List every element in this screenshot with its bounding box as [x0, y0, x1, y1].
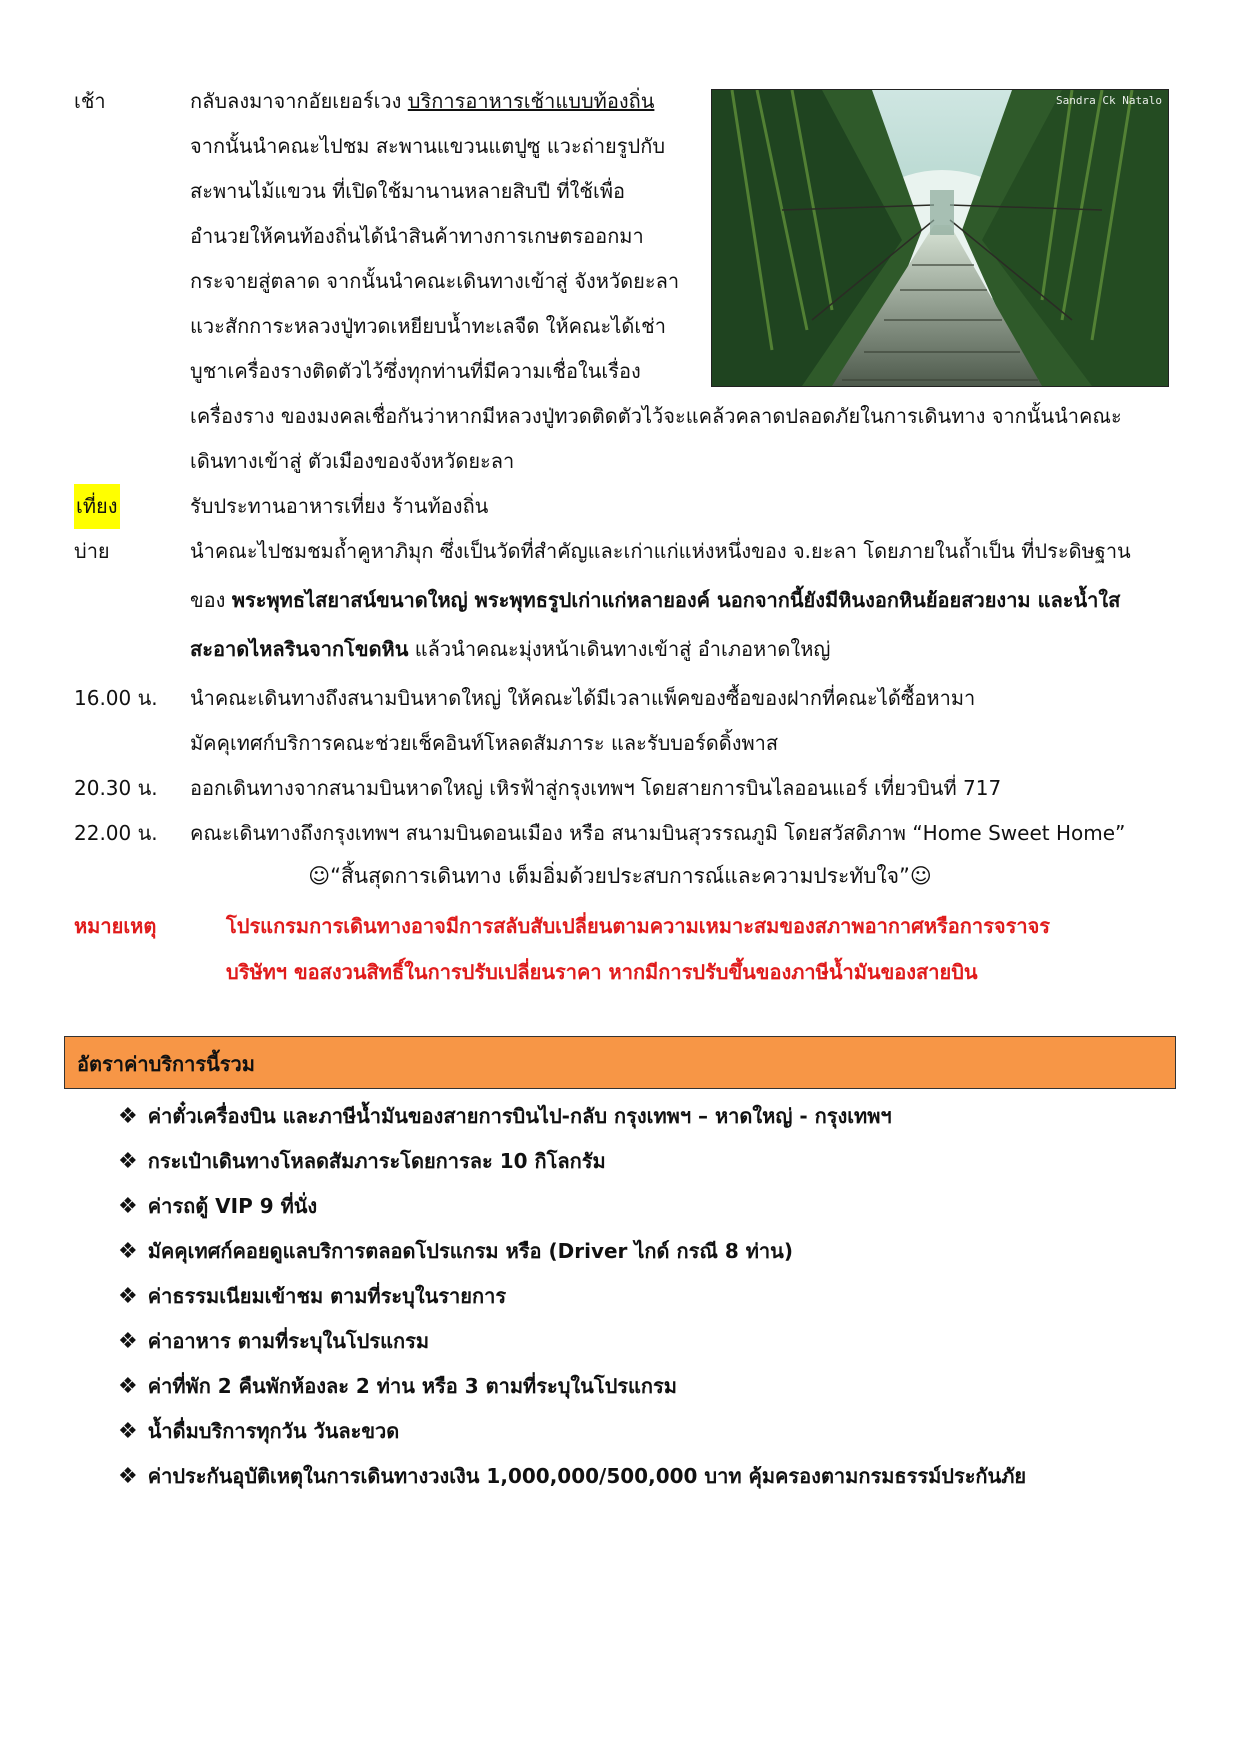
note-line-1: โปรแกรมการเดินทางอาจมีการสลับสับเปลี่ยนตามความเหมาะสมของสภาพอากาศหรือการจราจร [226, 914, 1051, 938]
bridge-illustration [712, 90, 1168, 386]
included-item-text: ค่าประกันอุบัติเหตุในการเดินทางวงเงิน 1,000,000/500,000 บาท คุ้มครองตามกรมธรรม์ประกันภัย [147, 1464, 1027, 1488]
morning-line-4: อำนวยให้คนท้องถิ่นได้นำสินค้าทางการเกษตรออกมา [190, 224, 644, 248]
included-item [118, 1411, 399, 1452]
t1600-line-2: มัคคุเทศก์บริการคณะช่วยเช็คอินท์โหลดสัมภาระ และรับบอร์ดดิ้งพาส [190, 731, 779, 755]
included-item-text: ค่าอาหาร ตามที่ระบุในโปรแกรม [147, 1329, 430, 1353]
included-item [118, 1276, 506, 1317]
t1600-line-1: นำคณะเดินทางถึงสนามบินหาดใหญ่ ให้คณะได้มีเวลาแพ็คของซื้อของฝากที่คณะได้ซื้อหามา [190, 686, 976, 710]
lunch-text: รับประทานอาหารเที่ยง ร้านท้องถิ่น [190, 494, 489, 518]
diamond-bullet-icon: ❖ [118, 1149, 138, 1174]
morning-line-7: บูชาเครื่องรางติดตัวไว้ซึ่งทุกท่านที่มีความเชื่อในเรื่อง [190, 359, 641, 383]
photo-watermark: Sandra Ck Natalo [1056, 94, 1162, 107]
suspension-bridge-photo [711, 89, 1169, 387]
morning-line-9: เดินทางเข้าสู่ ตัวเมืองของจังหวัดยะลา [190, 449, 515, 473]
diamond-bullet-icon: ❖ [118, 1419, 138, 1444]
afternoon-line-1: นำคณะไปชมชมถ้ำคูหาภิมุก ซึ่งเป็นวัดที่สำคัญและเก่าแก่แห่งหนึ่งของ จ.ยะลา โดยภายในถ้ำเป็น ที่ประดิษฐาน [190, 539, 1131, 563]
included-item-text: กระเป๋าเดินทางโหลดสัมภาระโดยการละ 10 กิโลกรัม [147, 1149, 606, 1173]
included-item [118, 1321, 429, 1362]
included-item-text: น้ำดื่มบริการทุกวัน วันละขวด [147, 1419, 400, 1443]
morning-time: เช้า [74, 89, 106, 113]
included-item [118, 1456, 1026, 1497]
t2200-text: คณะเดินทางถึงกรุงเทพฯ สนามบินดอนเมือง หรือ สนามบินสุวรรณภูมิ โดยสวัสดิภาพ “Home Sweet Home” [190, 821, 1126, 845]
morning-line-1 [190, 79, 654, 124]
morning-line-3: สะพานไม้แขวน ที่เปิดใช้มานานหลายสิบปี ที่ใช้เพื่อ [190, 179, 626, 203]
note-line-2: บริษัทฯ ขอสงวนสิทธิ์ในการปรับเปลี่ยนราคา หากมีการปรับขึ้นของภาษีน้ำมันของสายบิน [226, 960, 978, 984]
t2030-time: 20.30 น. [74, 776, 158, 800]
diamond-bullet-icon: ❖ [118, 1104, 138, 1129]
included-item [118, 1141, 606, 1182]
rates-heading: อัตราค่าบริการนี้รวม [77, 1052, 255, 1076]
morning-line-6: แวะสักการะหลวงปู่ทวดเหยียบน้ำทะเลจืด ให้คณะได้เช่า [190, 314, 666, 338]
included-item-text: ค่าตั๋วเครื่องบิน และภาษีน้ำมันของสายการบินไป-กลับ กรุงเทพฯ – หาดใหญ่ - กรุงเทพฯ [147, 1104, 892, 1128]
diamond-bullet-icon: ❖ [118, 1284, 138, 1309]
morning-line-2: จากนั้นนำคณะไปชม สะพานแขวนแตปูซู แวะถ่ายรูปกับ [190, 134, 666, 158]
afternoon-line-3-bold: สะอาดไหลรินจากโขดหิน [190, 637, 409, 661]
lunch-time-highlight: เที่ยง [74, 484, 120, 529]
morning-line-1-text: กลับลงมาจากอัยเยอร์เวง [190, 89, 408, 113]
diamond-bullet-icon: ❖ [118, 1239, 138, 1264]
t2030-text: ออกเดินทางจากสนามบินหาดใหญ่ เหิรฟ้าสู่กรุงเทพฯ โดยสายการบินไลออนแอร์ เที่ยวบินที่ 717 [190, 776, 1002, 800]
diamond-bullet-icon: ❖ [118, 1464, 138, 1489]
morning-line-8: เครื่องราง ของมงคลเชื่อกันว่าหากมีหลวงปู่ทวดติดตัวไว้จะแคล้วคลาดปลอดภัยในการเดินทาง จากนั้นนำคณะ [190, 404, 1122, 428]
afternoon-time: บ่าย [74, 539, 110, 563]
included-item-text: มัคคุเทศก์คอยดูแลบริการตลอดโปรแกรม หรือ (Driver ไกด์ กรณี 8 ท่าน) [147, 1239, 793, 1263]
trip-closing-message: ☺“สิ้นสุดการเดินทาง เต็มอิ่มด้วยประสบการณ์และความประทับใจ”☺ [308, 864, 932, 888]
diamond-bullet-icon: ❖ [118, 1194, 138, 1219]
t2200-time: 22.00 น. [74, 821, 158, 845]
rates-header-box [64, 1036, 1176, 1089]
diamond-bullet-icon: ❖ [118, 1374, 138, 1399]
included-item-text: ค่าที่พัก 2 คืนพักห้องละ 2 ท่าน หรือ 3 ตามที่ระบุในโปรแกรม [147, 1374, 677, 1398]
afternoon-line-2-pre: ของ [190, 588, 232, 612]
diamond-bullet-icon: ❖ [118, 1329, 138, 1354]
afternoon-line-3 [190, 627, 830, 672]
local-breakfast-link: บริการอาหารเช้าแบบท้องถิ่น [407, 89, 655, 113]
included-item [118, 1186, 317, 1227]
afternoon-line-2 [190, 578, 1120, 623]
note-label: หมายเหตุ [74, 914, 157, 938]
included-item [118, 1231, 793, 1272]
t1600-time: 16.00 น. [74, 686, 158, 710]
included-item [118, 1366, 677, 1407]
morning-line-5: กระจายสู่ตลาด จากนั้นนำคณะเดินทางเข้าสู่ จังหวัดยะลา [190, 269, 680, 293]
included-item [118, 1096, 892, 1137]
included-item-text: ค่าธรรมเนียมเข้าชม ตามที่ระบุในรายการ [147, 1284, 507, 1308]
afternoon-line-3-post: แล้วนำคณะมุ่งหน้าเดินทางเข้าสู่ อำเภอหาดใหญ่ [408, 637, 831, 661]
included-item-text: ค่ารถตู้ VIP 9 ที่นั่ง [147, 1194, 318, 1218]
afternoon-line-2-bold: พระพุทธไสยาสน์ขนาดใหญ่ พระพุทธรูปเก่าแก่หลายองค์ นอกจากนี้ยังมีหินงอกหินย้อยสวยงาม และน้ำใส [231, 588, 1121, 612]
